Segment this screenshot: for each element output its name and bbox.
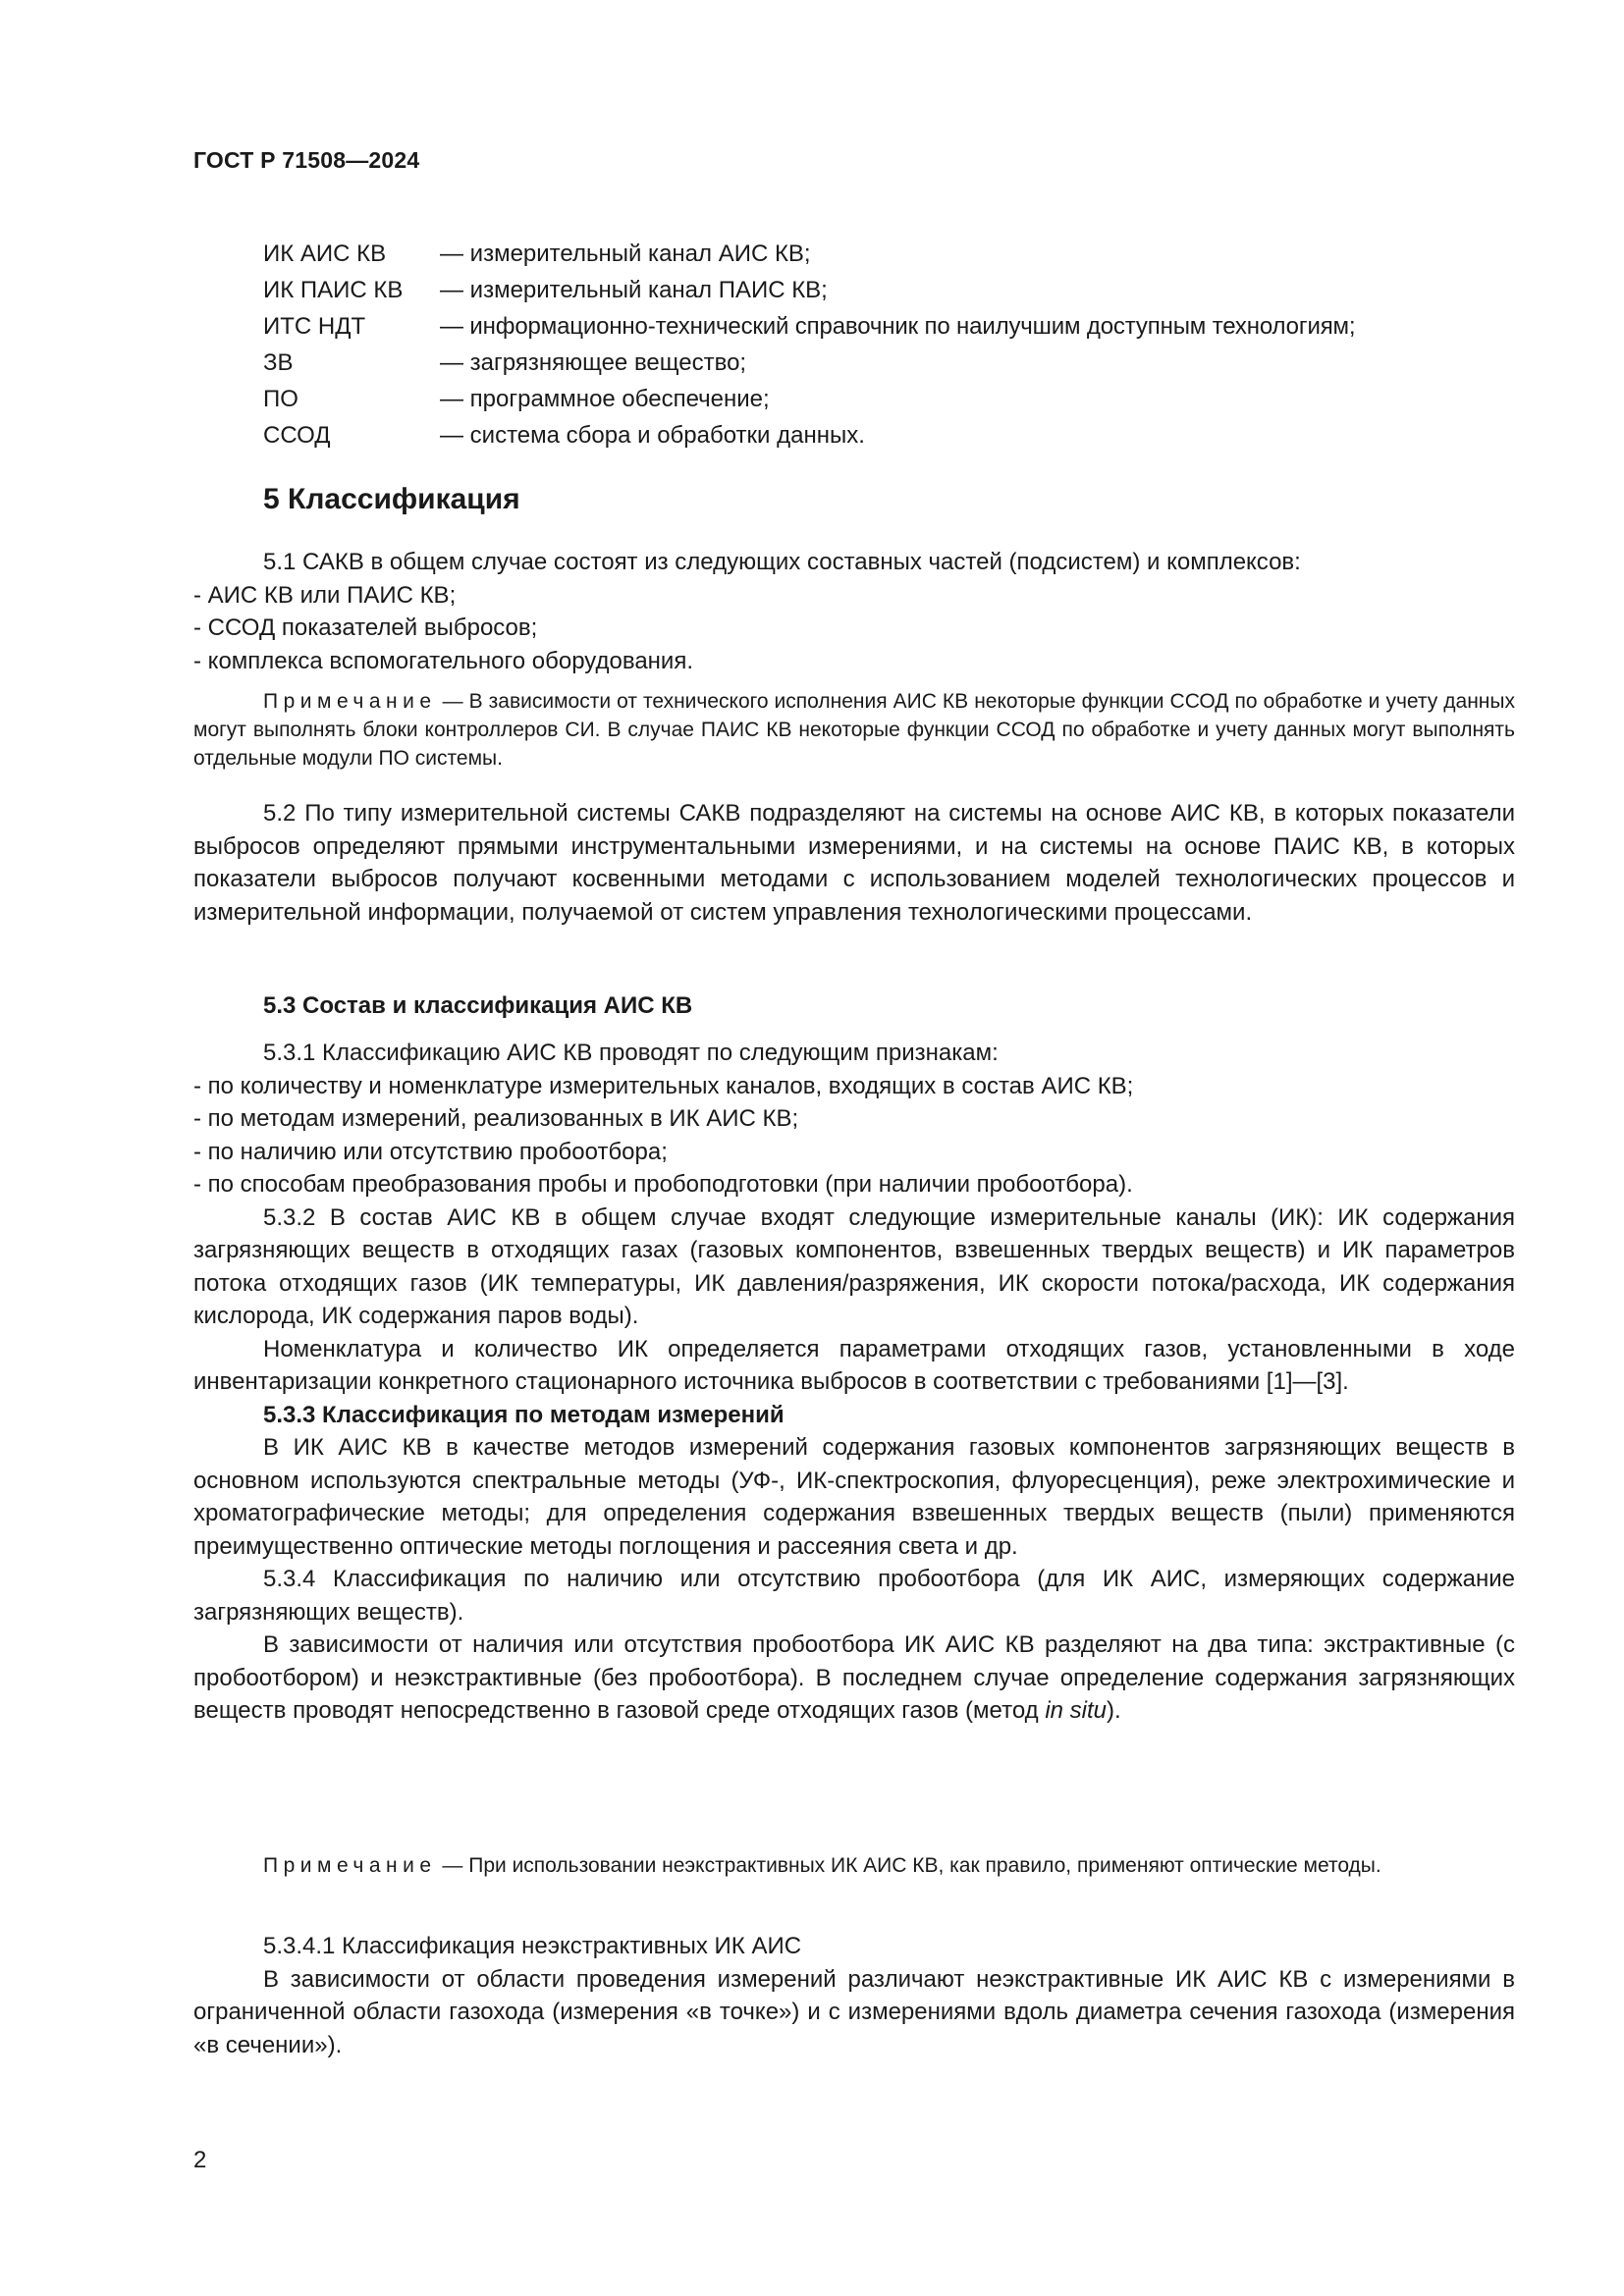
abbreviation-definition: — измерительный канал АИС КВ; [440, 240, 811, 267]
paragraph-text: В зависимости от наличия или отсутствия пробоотбора ИК АИС КВ разделяют на два типа: экстрактивные (с пробоотбором) и неэкстрактивные (без пробоотбора). В последнем случае определение содержания загрязняющих веществ проводят непосредственно в газовой среде отходящих газов (метод [193, 1631, 1515, 1724]
paragraph-5-1-block [193, 546, 1515, 677]
abbreviation-term: ЗВ [263, 349, 294, 376]
list-item-text: по количеству и номенклатуре измерительных каналов, входящих в состав АИС КВ; [207, 1072, 1134, 1099]
list-item: - по методам измерений, реализованных в ИК АИС КВ; [193, 1105, 799, 1132]
paragraph-5-3-4-continued [193, 1629, 1515, 1728]
list-item-text: по способам преобразования пробы и пробоподготовки (при наличии пробоотбора). [207, 1171, 1133, 1198]
note [193, 687, 1515, 773]
abbreviation-term: ИК АИС КВ [263, 240, 387, 267]
list-item-text: комплекса вспомогательного оборудования. [207, 647, 693, 674]
abbreviation-row [263, 308, 1355, 345]
list-item-text: по методам измерений, реализованных в ИК АИС КВ; [207, 1105, 799, 1132]
list-item: - ССОД показателей выбросов; [193, 614, 538, 641]
abbreviation-definition: — загрязняющее вещество; [440, 349, 747, 376]
note-lead: Примечание [263, 690, 437, 713]
paragraph-5-3-2: 5.3.2 В состав АИС КВ в общем случае входят следующие измерительные каналы (ИК): ИК содержания загрязняющих веществ в отходящих газах (газовых компонентов, взвешенных твердых веществ) и ИК параметров потока отходящих газов (ИК температуры, ИК давления/разряжения, ИК скорости потока/расхода, ИК содержания кислорода, ИК содержания паров воды). [193, 1203, 1515, 1329]
note-text: — При использовании неэкстрактивных ИК АИС КВ, как правило, применяют оптические методы. [436, 1854, 1381, 1877]
note-lead: Примечание [263, 1854, 437, 1877]
paragraph-5-3-block [193, 1037, 1515, 1728]
paragraph-5-1: 5.1 САКВ в общем случае состоят из следующих составных частей (подсистем) и комплексов: [263, 549, 1301, 575]
paragraph-5-3-4-1-block [193, 1930, 1515, 2061]
section-heading: 5 Классификация [263, 483, 520, 515]
list-item: - АИС КВ или ПАИС КВ; [193, 581, 457, 609]
abbreviation-definition: — измерительный канал ПАИС КВ; [440, 277, 828, 303]
list-item: - по способам преобразования пробы и пробоподготовки (при наличии пробоотбора). [193, 1171, 1133, 1198]
paragraph-5-3-4-1-continued: В зависимости от области проведения измерений различают неэкстрактивные ИК АИС КВ с измерениями в ограниченной области газохода (измерения «в точке») и с измерениями вдоль диаметра сечения газохода (измерения «в сечении»). [193, 1965, 1515, 2058]
abbreviation-term: ССОД [263, 422, 331, 449]
italic-term: in situ [1045, 1697, 1108, 1724]
abbreviation-row [263, 272, 1355, 308]
list-item: - по количеству и номенклатуре измерительных каналов, входящих в состав АИС КВ; [193, 1072, 1134, 1099]
abbreviation-term: ИТС НДТ [263, 313, 366, 340]
paragraph-5-3-2-continued: Номенклатура и количество ИК определяется параметрами отходящих газов, установленными в ходе инвентаризации конкретного стационарного источника выбросов в соответствии с требованиями [1]—[3]. [193, 1335, 1515, 1395]
abbreviation-term: ИК ПАИС КВ [263, 277, 404, 303]
subsection-heading: 5.3.3 Классификация по методам измерений [263, 1401, 785, 1428]
paragraph-5-2: 5.2 По типу измерительной системы САКВ подразделяют на системы на основе АИС КВ, в которых показатели выбросов определяют прямыми инструментальными измерениями, и на системы на основе ПАИС КВ, в которых показатели выбросов получают косвенными методами с использованием моделей технологических процессов и измерительной информации, получаемой от систем управления технологическими процессами. [193, 800, 1515, 926]
list-item-text: ССОД показателей выбросов; [207, 614, 538, 641]
paragraph-5-3-1: 5.3.1 Классификацию АИС КВ проводят по следующим признакам: [263, 1040, 999, 1066]
paragraph-5-3-3: В ИК АИС КВ в качестве методов измерений содержания газовых компонентов загрязняющих веществ в основном используются спектральные методы (УФ-, ИК-спектроскопия, флуоресценция), реже электрохимические и хроматографические методы; для определения содержания взвешенных твердых веществ (пыли) применяются преимущественно оптические методы поглощения и рассеяния света и др. [193, 1434, 1515, 1560]
paragraph-5-3-4: 5.3.4 Классификация по наличию или отсутствию пробоотбора (для ИК АИС, измеряющих содержание загрязняющих веществ). [193, 1566, 1515, 1626]
abbreviation-row [263, 345, 1355, 381]
abbreviation-row [263, 236, 1355, 272]
abbreviation-row [263, 381, 1355, 417]
abbreviation-term: ПО [263, 386, 298, 412]
list-item-text: АИС КВ или ПАИС КВ; [207, 581, 457, 609]
list-item: - комплекса вспомогательного оборудования. [193, 647, 693, 674]
subsection-heading: 5.3 Состав и классификация АИС КВ [263, 992, 693, 1019]
list-item-text: по наличию или отсутствию пробоотбора; [207, 1138, 668, 1165]
note [193, 1851, 1515, 1880]
paragraph-text: ). [1107, 1697, 1121, 1724]
abbreviation-definition: — система сбора и обработки данных. [440, 422, 865, 449]
abbreviation-row [263, 417, 1355, 454]
note-text: — В зависимости от технического исполнения АИС КВ некоторые функции ССОД по обработке и учету данных могут выполнять блоки контроллеров СИ. В случае ПАИС КВ некоторые функции ССОД по обработке и учету данных могут выполнять отдельные модули ПО системы. [193, 690, 1515, 770]
abbreviation-list [263, 236, 1355, 454]
list-item: - по наличию или отсутствию пробоотбора; [193, 1138, 668, 1165]
paragraph-5-3-4-1: 5.3.4.1 Классификация неэкстрактивных ИК АИС [263, 1933, 802, 1959]
abbreviation-definition: — программное обеспечение; [440, 386, 770, 412]
document-header: ГОСТ Р 71508—2024 [193, 147, 420, 173]
abbreviation-definition: — информационно-технический справочник по наилучшим доступным технологиям; [440, 313, 1356, 340]
page-number: 2 [193, 2147, 207, 2173]
